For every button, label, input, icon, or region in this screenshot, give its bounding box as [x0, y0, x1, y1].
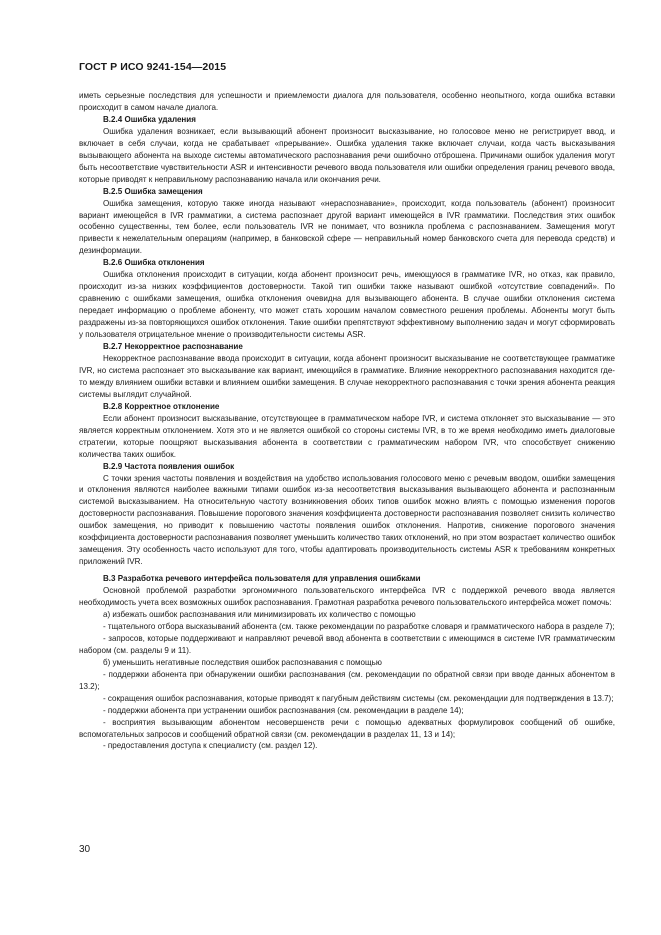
section-heading: B.2.6 Ошибка отклонения	[103, 258, 205, 268]
paragraph: - восприятия вызывающим абонентом несовершенств речи с помощью адекватных формулировок сообщений об ошибке, вспомогательных запросов и сообщений обратной связи (см. рекомендации в разделах 11, 13 и 14);	[79, 717, 615, 739]
paragraph: Некорректное распознавание ввода происходит в ситуации, когда абонент произносит высказывание не соответствующее грамматике IVR, но система распознает это высказывание как вариант, имеющийся в грамматике. Влияние некорректного распознавания находится где-то между влиянием ошибки вставки и влиянием ошибки замещения. В случае некорректного распознавания с точки зрения абонента реакция системы выглядит случайной.	[79, 353, 615, 399]
paragraph: - сокращения ошибок распознавания, которые приводят к пагубным действиям системы (см. рекомендации для подтверждения в 13.7);	[103, 693, 614, 703]
paragraph: Ошибка отклонения происходит в ситуации, когда абонент произносит речь, имеющуюся в грамматике IVR, но отказ, как правило, происходит из-за низких коэффициентов достоверности. Такой тип ошибки также называют ошибкой «отсутствие совпадений». По сравнению с ошибками замещения, ошибка отклонения очевидна для вызывающего абонента. В случае ошибки отклонения система передает информацию о проблеме абоненту, что может стать хорошим началом совместного решения проблемы. Абоненты могут быть раздражены из-за повторяющихся ошибок отклонения. Такие ошибки препятствуют эффективному выполнению задач и могут сформировать у пользователя отрицательное мнение о производительности системы ASR.	[79, 270, 615, 340]
paragraph: - поддержки абонента при обнаружении ошибки распознавания (см. рекомендации по обратной связи при вводе данных абонентом в 13.2);	[79, 669, 615, 691]
paragraph: - запросов, которые поддерживают и направляют речевой ввод абонента в соответствии с имеющимся в системе IVR грамматическим набором (см. разделы 9 и 11).	[79, 633, 615, 655]
section-heading: B.2.9 Частота появления ошибок	[103, 461, 235, 471]
page-number: 30	[79, 844, 91, 855]
paragraph: Ошибка замещения, которую также иногда называют «нераспознавание», происходит, когда пользователь (абонент) произносит вариант имеющейся в IVR грамматики, а система распознает другой вариант имеющейся в IVR грамматики. Последствия этих ошибок особенно существенны, тем более, если пользователь IVR не понимает, что возникла проблема с распознаванием. Замещения могут привести к нежелательным операциям (например, в банковской сфере — неправильный номер банковского счета для перевода средств) и дезинформации.	[79, 198, 615, 256]
paragraph: б) уменьшить негативные последствия ошибок распознавания с помощью	[103, 657, 382, 667]
document-header: ГОСТ Р ИСО 9241-154—2015	[79, 61, 227, 73]
paragraph: - тщательного отбора высказываний абонента (см. также рекомендации по разработке словаря и грамматического набора в разделе 7);	[103, 621, 615, 631]
section-heading: B.2.8 Корректное отклонение	[103, 401, 220, 411]
section-heading: B.3 Разработка речевого интерфейса пользователя для управления ошибками	[103, 574, 421, 584]
section-heading: B.2.7 Некорректное распознавание	[103, 342, 243, 352]
paragraph: Если абонент произносит высказывание, отсутствующее в грамматическом наборе IVR, и система отклоняет это высказывание — это является корректным отклонением. Хотя это и не является ошибкой со стороны системы IVR, в то же время необходимо иметь диалоговые стратегии, которые поощряют высказывания абонента в соответствии с грамматическим набором IVR, что способствует снижению количества таких ошибок.	[79, 413, 615, 459]
paragraph: - поддержки абонента при устранении ошибок распознавания (см. рекомендации в разделе 14);	[103, 705, 464, 715]
section-heading: B.2.4 Ошибка удаления	[103, 114, 196, 124]
paragraph: - предоставления доступа к специалисту (см. раздел 12).	[103, 741, 318, 751]
document-body	[79, 90, 615, 752]
paragraph: а) избежать ошибок распознавания или минимизировать их количество с помощью	[103, 609, 416, 619]
paragraph: Ошибка удаления возникает, если вызывающий абонент произносит высказывание, но голосовое меню не регистрирует ввод, и включает в себя случаи, когда не срабатывает «прерывание». Ошибка удаления также включает случаи, когда часть высказывания вызывающего абонента на выходе системы автоматического распознавания речи ошибочно отброшена. Причинами ошибок удаления могут быть несоответствие чувствительности ASR и интенсивности речевого ввода пользователя или ошибки определения границ речевого ввода, которые приводят к неправильному распознаванию начала или окончания речи.	[79, 126, 615, 184]
section-heading: B.2.5 Ошибка замещения	[103, 186, 203, 196]
paragraph: Основной проблемой разработки эргономичного пользовательского интерфейса IVR с поддержкой речевого ввода является необходимость учета всех возможных ошибок распознавания. Грамотная разработка речевого пользовательского интерфейса может помочь:	[79, 586, 615, 608]
paragraph: иметь серьезные последствия для успешности и приемлемости диалога для пользователя, особенно неопытного, когда ошибка вставки происходит в самом начале диалога.	[79, 91, 615, 112]
paragraph: С точки зрения частоты появления и воздействия на удобство использования голосового меню с речевым вводом, ошибки замещения и отклонения являются наиболее важными типами ошибок из-за несоответствия высказывания вызывающего абонента и распознанным системой высказыванием. На относительную частоту возникновения обоих типов ошибок можно влиять с помощью изменения порогов достоверности распознавания. Повышение порогового значения коэффициента достоверности распознавания позволяет снизить количество ошибок замещения, но приводит к повышению частоты появления ошибок отклонения. Напротив, снижение порогового значения коэффициента достоверности распознавания позволяет уменьшить количество таких отклонений, но при этом возрастает количество ошибок замещения. Эту особенность часто используют для того, чтобы адаптировать производительность системы ASR к требованиям конкретных приложений IVR.	[79, 473, 615, 567]
